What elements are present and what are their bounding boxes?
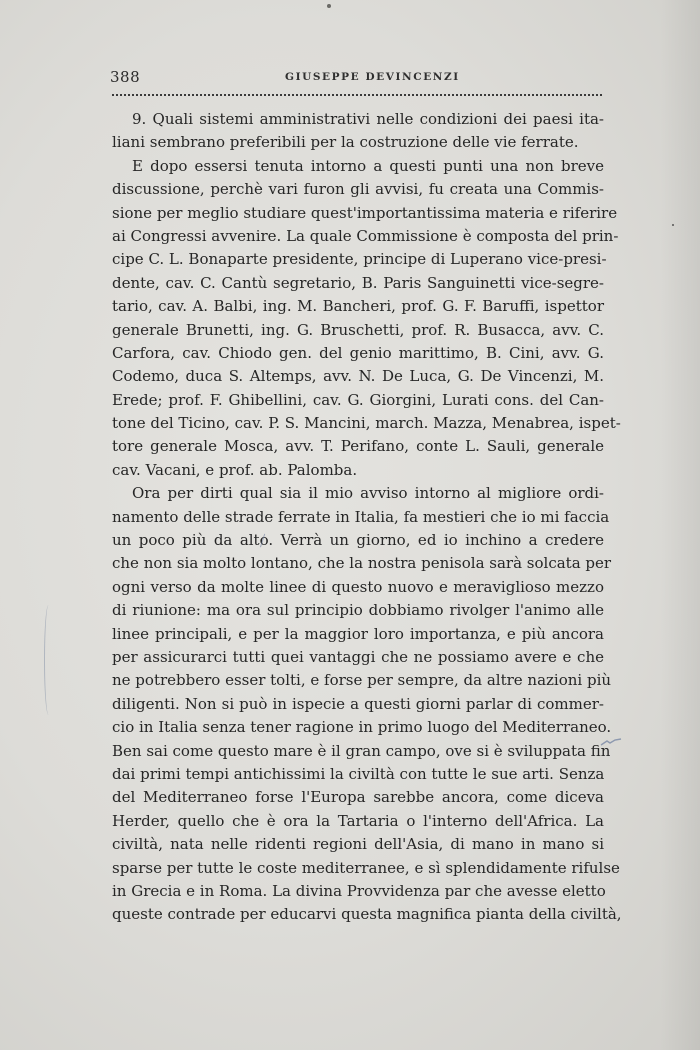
page-number: 388 (110, 68, 141, 86)
text-line: Herder, quello che è ora la Tartaria o l'interno dell'Africa. La (112, 811, 604, 830)
text-line: sione per meglio studiare quest'importantissima materia e riferire (112, 203, 618, 222)
running-head (110, 66, 610, 90)
text-line: Codemo, duca S. Altemps, avv. N. De Luca, G. De Vincenzi, M. (112, 367, 604, 386)
text-line: Carfora, cav. Chiodo gen. del genio marittimo, B. Cini, avv. G. (112, 343, 604, 362)
text-line: sparse per tutte le coste mediterranee, e sì splendidamente rifulse (112, 858, 620, 877)
top-ink-dot (327, 4, 331, 8)
text-line: E dopo essersi tenuta intorno a questi punti una non breve (132, 156, 604, 175)
text-line: ne potrebbero esser tolti, e forse per sempre, da altre nazioni più (112, 671, 612, 690)
pencil-margin-mark (44, 605, 53, 715)
text-line: discussione, perchè vari furon gli avvisi, fu creata una Commis- (112, 180, 604, 199)
text-line: Ben sai come questo mare è il gran campo, ove si è sviluppata fin (112, 741, 611, 760)
text-line: dai primi tempi antichissimi la civiltà con tutte le sue arti. Senza (112, 764, 605, 783)
text-line: tone del Ticino, cav. P. S. Mancini, march. Mazza, Menabrea, ispet- (112, 414, 621, 433)
text-line: del Mediterraneo forse l'Europa sarebbe ancora, come diceva (112, 788, 604, 807)
text-line: di riunione: ma ora sul principio dobbiamo rivolger l'animo alle (112, 601, 604, 620)
body-text (112, 108, 622, 927)
text-line: Ora per dirti qual sia il mio avviso intorno al migliore ordi- (132, 484, 604, 503)
text-line: tario, cav. A. Balbi, ing. M. Bancheri, prof. G. F. Baruffi, ispettor (112, 297, 604, 316)
text-line: 9. Quali sistemi amministrativi nelle condizioni dei paesi ita- (132, 110, 604, 128)
text-line: tore generale Mosca, avv. T. Perifano, conte L. Sauli, generale (112, 437, 604, 456)
text-line: per assicurarci tutti quei vantaggi che ne possiamo avere e che (112, 647, 604, 666)
text-line: ogni verso da molte linee di questo nuovo e meraviglioso mezzo (112, 577, 604, 596)
text-line: che non sia molto lontano, che la nostra penisola sarà solcata per (112, 554, 612, 573)
text-line: queste contrade per educarvi questa magnifica pianta della civiltà, (112, 905, 622, 924)
margin-ink-dot (672, 224, 674, 226)
text-line: liani sembrano preferibili per la costruzione delle vie ferrate. (112, 133, 579, 152)
text-line: linee principali, e per la maggior loro importanza, e più ancora (112, 624, 604, 643)
dotted-header-rule (112, 94, 602, 96)
text-line: namento delle strade ferrate in Italia, fa mestieri che io mi faccia (112, 507, 610, 526)
text-line: Erede; prof. F. Ghibellini, cav. G. Giorgini, Lurati cons. del Can- (112, 390, 604, 409)
text-line: cav. Vacani, e prof. ab. Palomba. (112, 460, 358, 479)
text-line: cipe C. L. Bonaparte presidente, principe di Luperano vice-presi- (112, 250, 607, 269)
text-line: ai Congressi avvenire. La quale Commissione è composta del prin- (112, 226, 619, 245)
text-line: in Grecia e in Roma. La divina Provvidenza par che avesse eletto (112, 881, 606, 900)
running-title: GIUSEPPE DEVINCENZI (285, 71, 460, 83)
page-edge-shadow (660, 0, 700, 1050)
text-line: civiltà, nata nelle ridenti regioni dell'Asia, di mano in mano si (112, 835, 604, 854)
text-line: un poco più da alto. Verrà un giorno, ed io inchino a credere (112, 531, 604, 550)
text-line: diligenti. Non si può in ispecie a questi giorni parlar di commer- (112, 694, 604, 713)
text-line: cio in Italia senza tener ragione in primo luogo del Mediterraneo. (112, 718, 612, 737)
text-line: generale Brunetti, ing. G. Bruschetti, prof. R. Busacca, avv. C. (112, 320, 604, 339)
text-line: dente, cav. C. Cantù segretario, B. Paris Sanguinetti vice-segre- (112, 273, 604, 292)
pencil-scribble-mark (600, 738, 622, 746)
